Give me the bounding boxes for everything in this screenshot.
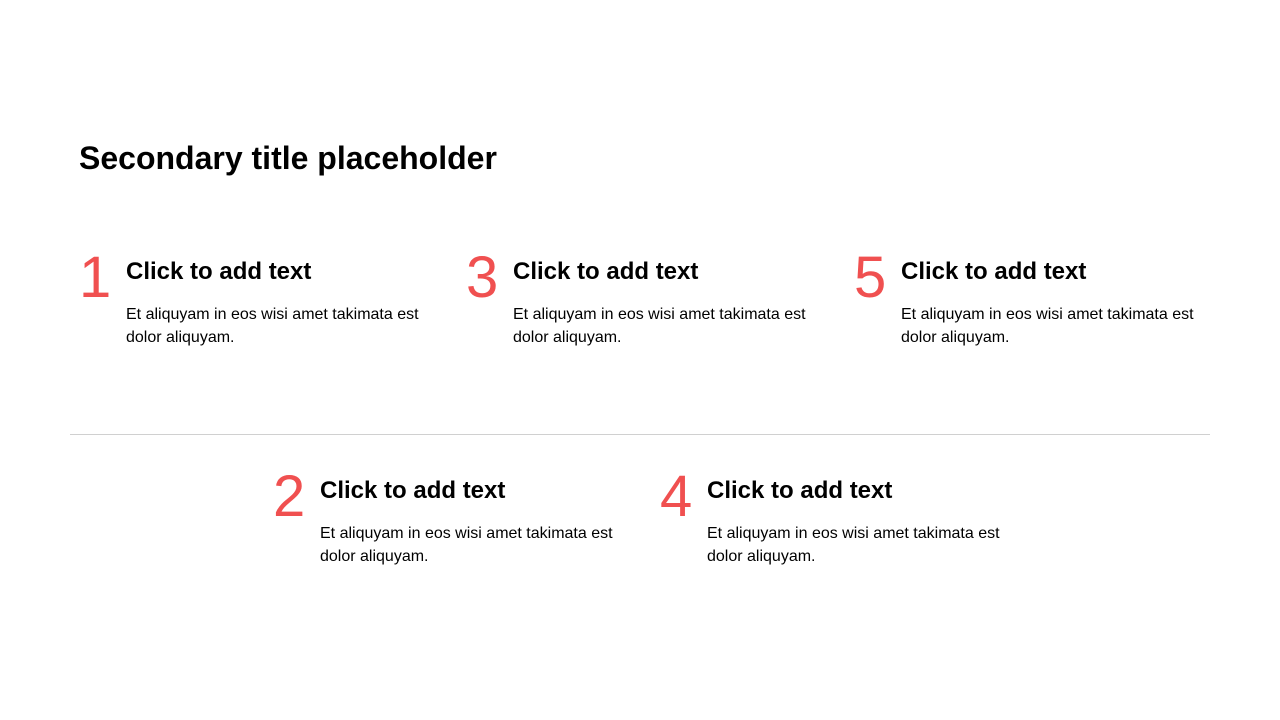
item-description[interactable]: Et aliquyam in eos wisi amet takimata est dolor aliquyam. [901,306,1194,346]
item-heading[interactable]: Click to add text [901,258,1087,285]
numbered-item-4 [660,464,1020,598]
numbered-item-3 [466,245,826,379]
slide-title[interactable]: Secondary title placeholder [79,140,497,176]
item-number: 2 [273,464,306,529]
item-number: 3 [466,245,499,310]
item-description[interactable]: Et aliquyam in eos wisi amet takimata est dolor aliquyam. [513,306,806,346]
item-number: 4 [660,464,693,529]
item-heading[interactable]: Click to add text [707,477,893,504]
section-divider [70,434,1210,435]
item-description[interactable]: Et aliquyam in eos wisi amet takimata est dolor aliquyam. [126,306,419,346]
numbered-item-2 [273,464,633,598]
numbered-item-5 [854,245,1214,379]
item-heading[interactable]: Click to add text [126,258,312,285]
numbered-item-1 [79,245,439,379]
item-heading[interactable]: Click to add text [513,258,699,285]
item-description[interactable]: Et aliquyam in eos wisi amet takimata est dolor aliquyam. [707,525,1000,565]
item-heading[interactable]: Click to add text [320,477,506,504]
item-number: 5 [854,245,887,310]
item-description[interactable]: Et aliquyam in eos wisi amet takimata est dolor aliquyam. [320,525,613,565]
item-number: 1 [79,245,112,310]
